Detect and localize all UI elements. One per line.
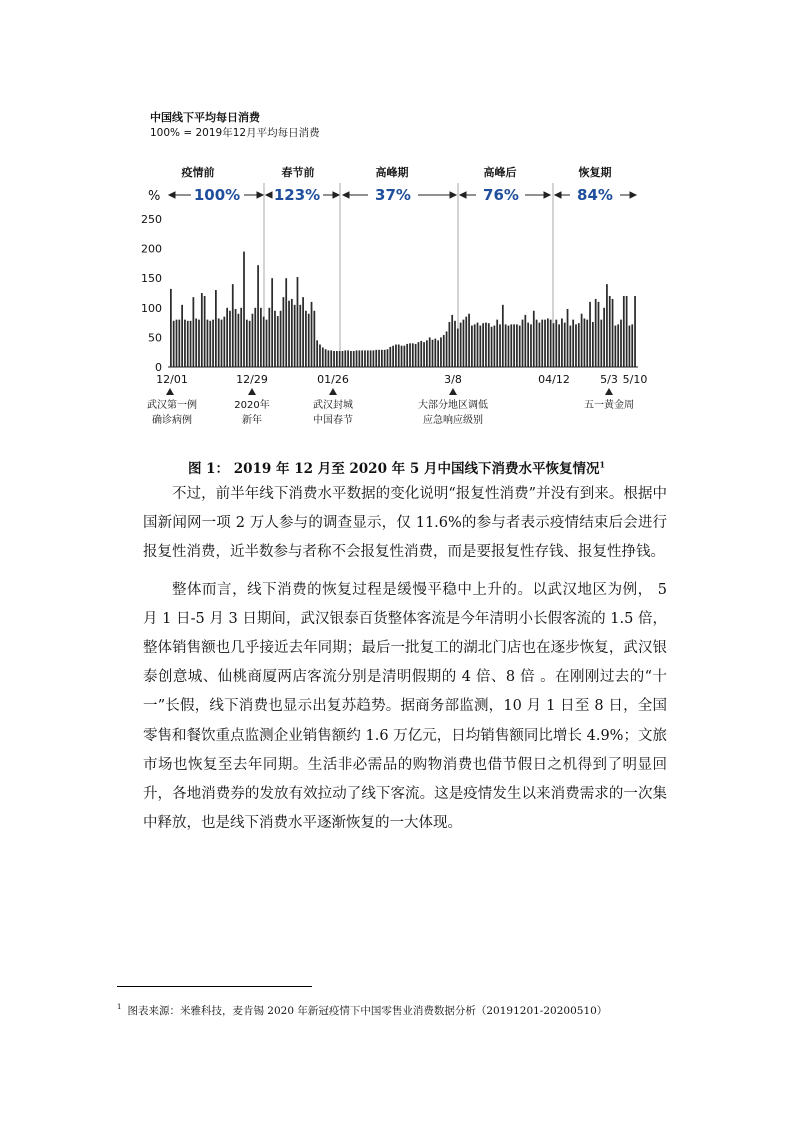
bar — [479, 326, 481, 367]
bar — [401, 346, 403, 367]
bar — [280, 311, 282, 367]
bar — [325, 349, 327, 367]
phase-value-peak: 37% — [375, 186, 411, 204]
bar — [389, 347, 391, 367]
bar — [420, 341, 422, 367]
bar — [342, 351, 344, 367]
body-text — [143, 480, 667, 838]
bar — [395, 345, 397, 368]
bar — [592, 322, 594, 367]
bar — [617, 324, 619, 367]
bar — [212, 320, 214, 367]
bar — [176, 320, 178, 367]
bar — [299, 305, 301, 367]
event-label: 应急响应级别 — [423, 415, 483, 426]
bar — [508, 326, 510, 367]
paragraph: 不过，前半年线下消费水平数据的变化说明“报复性消费”并没有到来。根据中国新闻网一项 2 万人参与的调查显示，仅 11.6%的参与者表示疫情结束后会进行报复性消费，近半数参与者称不会报复性消费，而是要报复性存钱、报复性挣钱。 — [143, 486, 667, 561]
bar — [533, 311, 535, 367]
bar — [285, 278, 287, 367]
bar — [634, 296, 636, 367]
bar — [277, 316, 279, 367]
bar — [547, 318, 549, 367]
phase-name-pre-epidemic: 疫情前 — [181, 166, 215, 179]
phase-dividers — [264, 183, 553, 367]
bar — [223, 317, 225, 367]
bar — [440, 337, 442, 367]
y-tick-label: 50 — [148, 331, 162, 345]
bar — [193, 297, 195, 367]
phase-value-recovery: 84% — [577, 186, 613, 204]
bar — [443, 335, 445, 367]
bar — [178, 320, 180, 367]
bar — [319, 345, 321, 368]
bar — [271, 278, 273, 367]
bar — [195, 318, 197, 367]
bar — [378, 350, 380, 367]
bar — [181, 305, 183, 367]
bar — [468, 314, 470, 367]
bar — [387, 349, 389, 367]
bar — [353, 351, 355, 367]
bar — [496, 320, 498, 367]
bar — [572, 320, 574, 367]
bar — [257, 265, 259, 367]
y-axis-unit-label: % — [148, 189, 161, 204]
bar — [530, 324, 532, 367]
phase-name-recovery: 恢复期 — [578, 166, 612, 179]
bar — [623, 296, 625, 367]
event-label: 武汉第一例 — [147, 400, 197, 411]
bar — [294, 305, 296, 367]
phase-value-post-peak: 76% — [483, 186, 519, 204]
bar — [485, 323, 487, 367]
phase-name-peak: 高峰期 — [375, 166, 409, 179]
bar — [595, 299, 597, 367]
bar — [344, 350, 346, 367]
bar — [423, 342, 425, 367]
bar — [522, 320, 524, 367]
bar — [555, 320, 557, 367]
event-label: 武汉封城 — [313, 400, 353, 411]
bar — [404, 346, 406, 367]
bar — [375, 350, 377, 367]
bar — [415, 344, 417, 367]
bar — [561, 318, 563, 367]
bar — [249, 321, 251, 367]
bar — [190, 321, 192, 367]
x-tick-label: 12/29 — [236, 373, 268, 386]
chart-subtitle: 100% = 2019年12月平均每日消费 — [150, 127, 320, 139]
bar — [198, 320, 200, 367]
bar — [288, 301, 290, 367]
bar — [477, 323, 479, 367]
chart-figure — [140, 105, 660, 435]
bar — [502, 305, 504, 367]
bar — [364, 350, 366, 367]
bar — [460, 323, 462, 367]
event-label: 新年 — [242, 415, 262, 426]
bar — [330, 350, 332, 367]
bar — [246, 320, 248, 367]
event-triangle-icon — [449, 388, 457, 395]
bar — [215, 290, 217, 367]
event-label: 中国春节 — [313, 415, 353, 426]
bar — [302, 297, 304, 367]
bar — [626, 296, 628, 367]
bar — [266, 320, 268, 367]
y-tick-label: 200 — [141, 242, 162, 256]
bar — [541, 320, 543, 367]
phase-value-pre-festival: 123% — [273, 186, 321, 204]
x-tick-label: 5/3 — [600, 373, 618, 386]
figure-footnote-ref: 1 — [599, 459, 606, 470]
bar — [584, 318, 586, 367]
bar — [471, 326, 473, 367]
bar — [311, 302, 313, 367]
event-labels — [147, 398, 634, 426]
event-label: 2020年 — [234, 400, 270, 411]
bar — [350, 351, 352, 367]
bar — [564, 323, 566, 367]
bar — [221, 320, 223, 367]
bar — [620, 320, 622, 367]
bar — [451, 315, 453, 367]
y-tick-label: 0 — [155, 361, 162, 374]
bar — [361, 350, 363, 367]
event-markers — [166, 388, 613, 395]
bar — [316, 340, 318, 367]
figure-caption-text: 图 1： 2019 年 12 月至 2020 年 5 月中国线下消费水平恢复情况 — [187, 461, 600, 477]
bar — [536, 320, 538, 367]
bar — [226, 308, 228, 367]
bar — [358, 350, 360, 367]
y-axis-ticks — [141, 213, 162, 374]
bar — [283, 297, 285, 367]
bar — [513, 324, 515, 367]
bar — [336, 351, 338, 367]
bar — [426, 340, 428, 367]
y-tick-label: 250 — [141, 213, 162, 226]
bar — [499, 324, 501, 367]
y-tick-label: 150 — [141, 272, 162, 286]
x-tick-label: 12/01 — [156, 373, 188, 386]
bar — [429, 337, 431, 367]
bar — [367, 350, 369, 367]
bar — [398, 345, 400, 368]
bar — [598, 302, 600, 367]
bar — [409, 343, 411, 367]
bar — [581, 314, 583, 367]
bar — [328, 350, 330, 367]
bar — [491, 327, 493, 367]
bar — [339, 351, 341, 367]
event-triangle-icon — [605, 388, 613, 395]
bar — [268, 308, 270, 367]
bar — [173, 321, 175, 367]
bar — [170, 289, 172, 367]
bar — [243, 252, 245, 367]
bar — [446, 331, 448, 367]
bar — [553, 323, 555, 367]
phase-name-pre-festival: 春节前 — [281, 166, 315, 179]
bar — [356, 350, 358, 367]
bar — [544, 320, 546, 367]
bar — [516, 324, 518, 367]
bar — [370, 350, 372, 367]
bar — [373, 350, 375, 367]
bar — [260, 308, 262, 367]
footnote-divider — [117, 986, 312, 987]
bar — [510, 324, 512, 367]
bar — [600, 320, 602, 367]
event-label: 确诊病例 — [152, 415, 192, 426]
y-tick-label: 100 — [141, 301, 162, 315]
x-tick-label: 3/8 — [444, 373, 462, 386]
bar — [291, 299, 293, 367]
footnote — [117, 1003, 607, 1018]
bar — [609, 296, 611, 367]
bar — [527, 323, 529, 367]
bar — [418, 342, 420, 367]
bar — [434, 339, 436, 367]
bar — [494, 326, 496, 367]
bar — [297, 277, 299, 367]
bar — [229, 311, 231, 367]
bar — [432, 340, 434, 367]
event-triangle-icon — [166, 388, 174, 395]
bar — [539, 323, 541, 367]
bar-series — [170, 252, 636, 367]
bar — [550, 320, 552, 367]
bar — [457, 329, 459, 367]
x-axis-ticks — [156, 373, 647, 386]
bar — [589, 302, 591, 367]
chart-title: 中国线下平均每日消费 — [150, 111, 260, 124]
bar — [505, 324, 507, 367]
bar — [578, 323, 580, 367]
bar — [240, 308, 242, 367]
event-triangle-icon — [329, 388, 337, 395]
figure-caption — [0, 457, 793, 477]
bar — [305, 311, 307, 367]
bar — [254, 308, 256, 367]
bar — [209, 321, 211, 367]
bar — [381, 350, 383, 367]
bar — [603, 308, 605, 367]
bar — [463, 320, 465, 367]
paragraph: 整体而言，线下消费的恢复过程是缓慢平稳中上升的。以武汉地区为例， 5 月 1 日-5 月 3 日期间，武汉银泰百货整体客流是今年清明小长假客流的 1.5 倍，整体销售额也几乎接近去年同期；最后一批复工的湖北门店也在逐步恢复，武汉银泰创意城、仙桃商厦两店客流分别是清明假期的 4 倍、8 倍 。在刚刚过去的“十一”长假，线下消费也显示出复苏趋势。据商务部监测，10 月 1 日至 8 日，全国零售和餐饮重点监测企业销售额约 1.6 万亿元，日均销售额同比增长 4.9%；文旅市场也恢复至去年同期。生活非必需品的购物消费也借节假日之机得到了明显回升，各地消费券的发放有效拉动了线下客流。这是疫情发生以来消费需求的一次集中释放，也是线下消费水平逐渐恢复的一大体现。 — [143, 581, 667, 832]
bar — [614, 326, 616, 367]
bar — [333, 351, 335, 367]
bar — [449, 322, 451, 367]
bar — [308, 314, 310, 367]
bar — [437, 340, 439, 367]
bar — [488, 323, 490, 367]
bar — [184, 320, 186, 367]
bar — [235, 309, 237, 367]
bar — [384, 350, 386, 367]
event-triangle-icon — [248, 388, 256, 395]
bar — [232, 284, 234, 367]
bar — [322, 347, 324, 367]
bar — [347, 350, 349, 367]
bar — [524, 315, 526, 367]
x-tick-label: 5/10 — [622, 373, 648, 386]
bar — [238, 314, 240, 367]
bar — [204, 296, 206, 367]
bar — [412, 343, 414, 367]
bar — [586, 320, 588, 367]
bar — [474, 324, 476, 367]
bar — [201, 293, 203, 367]
bar — [465, 317, 467, 367]
bar — [631, 324, 633, 367]
bar — [612, 299, 614, 367]
bar — [482, 323, 484, 367]
bar — [406, 344, 408, 367]
bar — [519, 326, 521, 367]
bar — [207, 320, 209, 367]
bar — [629, 326, 631, 367]
bar — [558, 324, 560, 367]
x-tick-label: 04/12 — [538, 373, 570, 386]
phase-headers — [181, 165, 612, 179]
bar — [218, 318, 220, 367]
bar — [263, 317, 265, 367]
bar — [567, 309, 569, 367]
bar — [187, 321, 189, 367]
bar — [392, 346, 394, 367]
event-label: 大部分地区调低 — [418, 400, 488, 411]
phase-name-post-peak: 高峰后 — [483, 166, 517, 179]
bar — [274, 311, 276, 367]
event-label: 五一黄金周 — [584, 400, 634, 411]
bar — [606, 284, 608, 367]
footnote-marker: 1 — [117, 1003, 122, 1011]
bar — [575, 324, 577, 367]
bar — [454, 321, 456, 367]
bar — [313, 311, 315, 367]
bar — [252, 314, 254, 367]
x-tick-label: 01/26 — [317, 373, 349, 386]
phase-value-pre-epidemic: 100% — [193, 186, 241, 204]
bar — [569, 326, 571, 367]
footnote-text: 图表来源：米雅科技，麦肯锡 2020 年新冠疫情下中国零售业消费数据分析（20191201-20200510） — [127, 1005, 608, 1017]
